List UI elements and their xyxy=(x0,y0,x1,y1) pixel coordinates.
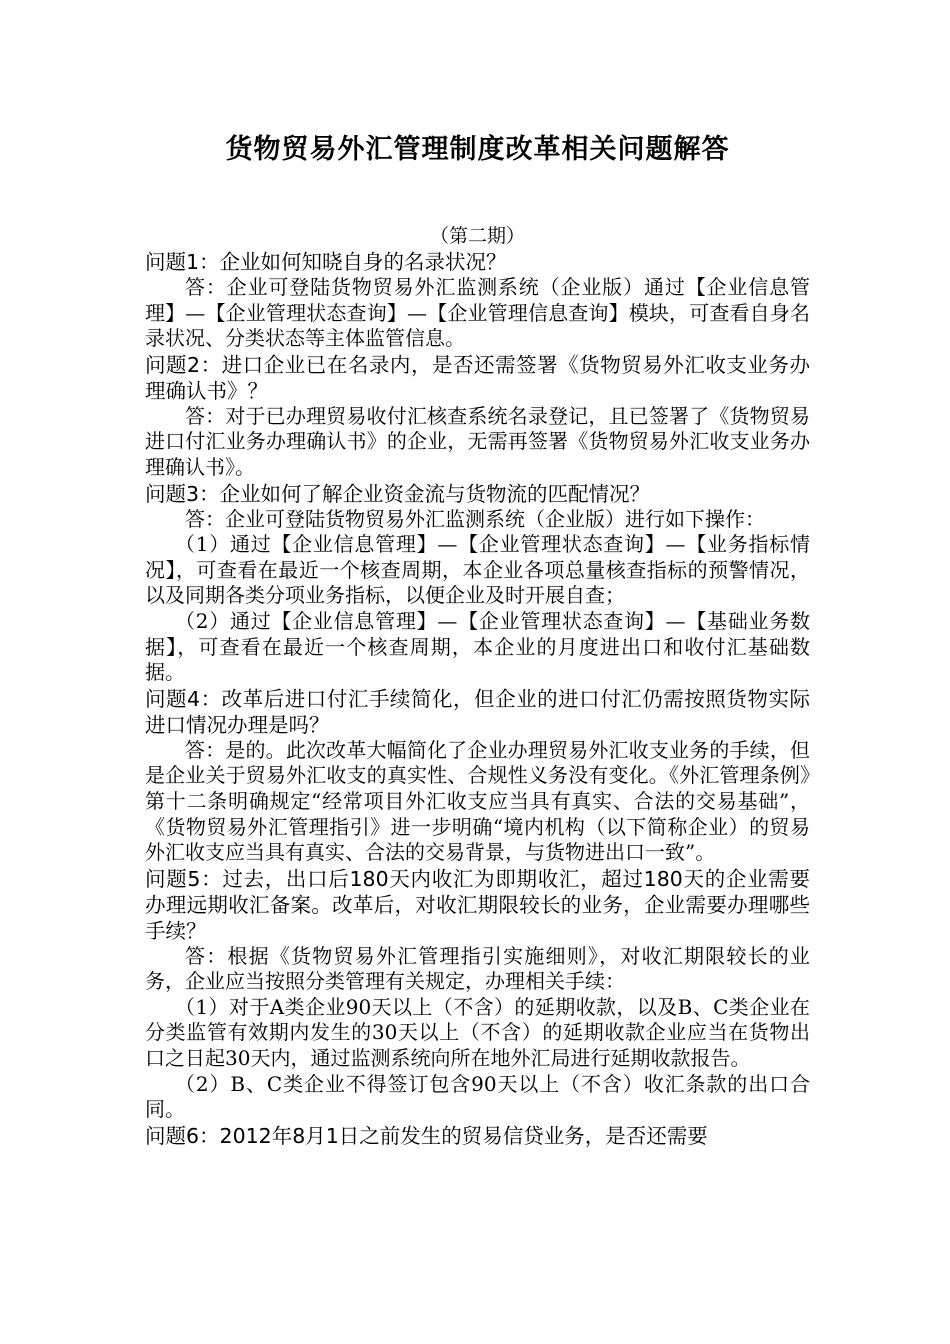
question-heading: 问题1：企业如何知晓自身的名录状况？ xyxy=(145,250,507,274)
answer-paragraph: 答：企业可登陆货物贸易外汇监测系统（企业版）进行如下操作： xyxy=(185,506,765,531)
answer-list-item: （2）通过【企业信息管理】—【企业管理状态查询】—【基础业务数据】，可查看在最近一个核查周期，本企业的月度进出口和收付汇基础数据。 xyxy=(145,608,810,685)
qa-section-4 xyxy=(145,686,810,866)
qa-section-5 xyxy=(145,866,810,1123)
question-heading: 问题3：企业如何了解企业资金流与货物流的匹配情况？ xyxy=(145,481,651,506)
answer-list-item: （1）通过【企业信息管理】—【企业管理状态查询】—【业务指标情况】，可查看在最近一个核查周期，本企业各项总量核查指标的预警情况，以及同期各类分项业务指标，以便企业及时开展自查； xyxy=(145,532,810,608)
qa-section-1 xyxy=(145,249,810,352)
qa-section-2 xyxy=(145,352,810,481)
answer-paragraph: 答：根据《货物贸易外汇管理指引实施细则》，对收汇期限较长的业务，企业应当按照分类管理有关规定，办理相关手续： xyxy=(145,943,810,994)
document-body xyxy=(145,249,810,1149)
answer-list-item: （2）B、C类企业不得签订包含90天以上（不含）收汇条款的出口合同。 xyxy=(145,1071,810,1122)
question-heading: 问题4：改革后进口付汇手续简化，但企业的进口付汇仍需按照货物实际进口情况办理是吗？ xyxy=(145,686,810,737)
question-heading: 问题2：进口企业已在名录内，是否还需签署《货物贸易外汇收支业务办理确认书》？ xyxy=(145,352,810,403)
document-title: 货物贸易外汇管理制度改革相关问题解答 xyxy=(225,134,730,165)
question-heading: 问题5：过去，出口后180天内收汇为即期收汇，超过180天的企业需要办理远期收汇备案。改革后，对收汇期限较长的业务，企业需要办理哪些手续？ xyxy=(145,866,810,943)
qa-section-6 xyxy=(145,1123,810,1149)
question-heading: 问题6：2012年8月1日之前发生的贸易信贷业务，是否还需要 xyxy=(145,1123,708,1148)
answer-list-item: （1）对于A类企业90天以上（不含）的延期收款，以及B、C类企业在分类监管有效期内发生的30天以上（不含）的延期收款企业应当在货物出口之日起30天内，通过监测系统向所在地外汇局进行延期收款报告。 xyxy=(145,994,810,1071)
answer-paragraph: 答：对于已办理贸易收付汇核查系统名录登记，且已签署了《货物贸易进口付汇业务办理确认书》的企业，无需再签署《货物贸易外汇收支业务办理确认书》。 xyxy=(145,403,810,479)
answer-paragraph: 答：企业可登陆货物贸易外汇监测系统（企业版）通过【企业信息管理】—【企业管理状态查询】—【企业管理信息查询】模块，可查看自身名录状况、分类状态等主体监管信息。 xyxy=(145,275,810,351)
issue-number: （第二期） xyxy=(429,225,525,247)
qa-section-3 xyxy=(145,481,810,686)
answer-paragraph: 答：是的。此次改革大幅简化了企业办理贸易外汇收支业务的手续，但是企业关于贸易外汇收支的真实性、合规性义务没有变化。《外汇管理条例》第十二条明确规定“经常项目外汇收支应当具有真实、合法的交易基础”，《货物贸易外汇管理指引》进一步明确“境内机构（以下简称企业）的贸易外汇收支应当具有真实、合法的交易背景，与货物进出口一致”。 xyxy=(145,737,810,865)
